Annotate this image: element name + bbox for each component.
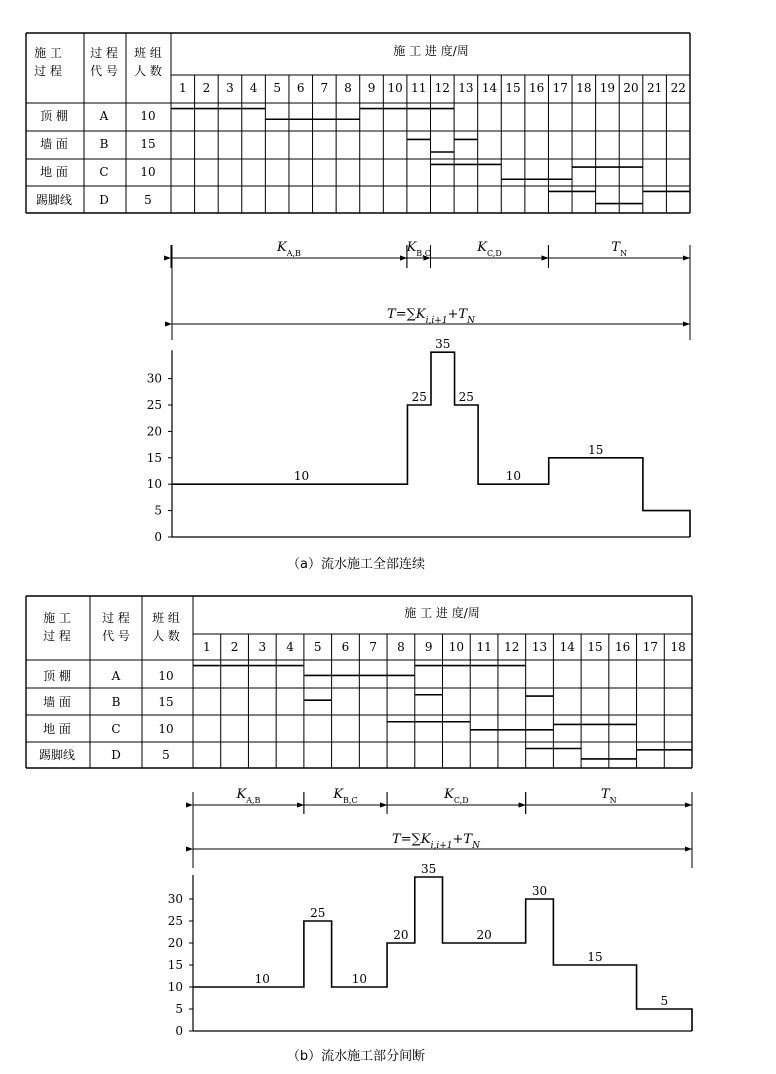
week-number: 2 bbox=[230, 640, 239, 654]
data-label: 20 bbox=[476, 928, 492, 942]
y-tick-label: 0 bbox=[154, 530, 162, 544]
formula-a: $T=\sum K_{i,i+1}+T_N$ bbox=[387, 307, 475, 326]
week-number: 5 bbox=[273, 81, 281, 95]
interval-label-1: $K_{B,C}$ bbox=[333, 787, 358, 805]
y-tick-label: 30 bbox=[146, 371, 162, 386]
y-tick-label: 15 bbox=[146, 450, 162, 465]
week-number: 18 bbox=[670, 640, 686, 654]
header-crew-b-line2: 人 数 bbox=[152, 629, 180, 643]
process-b-0-code: A bbox=[111, 669, 121, 683]
header-process-b-line1: 施 工 bbox=[43, 611, 71, 625]
week-number: 4 bbox=[249, 81, 258, 95]
process-b-3-code: D bbox=[111, 748, 121, 762]
process-b-1-name: 墙 面 bbox=[43, 695, 71, 709]
week-number: 4 bbox=[286, 640, 294, 654]
week-number: 15 bbox=[587, 640, 603, 654]
header-code-a-line2: 代 号 bbox=[90, 64, 118, 78]
week-number: 5 bbox=[313, 640, 322, 654]
process-b-1-crew: 15 bbox=[158, 695, 174, 709]
week-number: 14 bbox=[559, 640, 575, 654]
process-b-1-code: B bbox=[111, 695, 121, 709]
process-b-0-name: 顶 棚 bbox=[43, 669, 71, 683]
data-label: 25 bbox=[458, 390, 474, 404]
header-crew-a-line2: 人 数 bbox=[134, 64, 162, 78]
header-crew-b-line1: 班 组 bbox=[152, 611, 180, 625]
data-label: 5 bbox=[660, 994, 669, 1008]
week-number: 6 bbox=[296, 81, 305, 95]
data-label: 15 bbox=[588, 442, 604, 457]
week-number: 10 bbox=[387, 81, 403, 95]
interval-annotations-a bbox=[171, 240, 690, 268]
week-number: 6 bbox=[341, 640, 350, 654]
data-label: 20 bbox=[393, 928, 409, 942]
data-label: 35 bbox=[435, 337, 451, 352]
data-label: 30 bbox=[531, 884, 548, 898]
process-a-1-crew: 15 bbox=[140, 137, 156, 151]
y-tick-label: 20 bbox=[146, 424, 162, 439]
data-label: 35 bbox=[420, 862, 437, 876]
interval-label-0: $K_{A,B}$ bbox=[276, 240, 301, 258]
labor-chart-a bbox=[147, 337, 690, 544]
week-number: 3 bbox=[226, 81, 234, 95]
interval-label-3: $T_N$ bbox=[611, 240, 628, 258]
process-a-3-crew: 5 bbox=[144, 193, 152, 207]
caption-a: （a）流水施工全部连续 bbox=[287, 557, 425, 572]
process-a-1-code: B bbox=[99, 137, 109, 151]
labor-step-line bbox=[193, 877, 692, 1031]
data-label: 10 bbox=[293, 469, 310, 484]
y-tick-label: 20 bbox=[167, 936, 183, 950]
formula-b: $T=\sum K_{i,i+1}+T_N$ bbox=[392, 832, 480, 851]
header-progress-a: 施 工 进 度/周 bbox=[393, 44, 469, 58]
process-a-2-name: 地 面 bbox=[40, 165, 68, 179]
header-progress-b: 施 工 进 度/周 bbox=[404, 606, 480, 620]
labor-chart-b bbox=[168, 862, 692, 1038]
week-number: 9 bbox=[367, 81, 376, 95]
schedule-table-b bbox=[26, 596, 692, 768]
week-number: 17 bbox=[642, 640, 659, 654]
process-a-0-code: A bbox=[99, 109, 109, 123]
interval-label-0: $K_{A,B}$ bbox=[236, 787, 261, 805]
labor-step-line bbox=[172, 352, 690, 537]
week-number: 8 bbox=[397, 640, 405, 654]
week-number: 17 bbox=[552, 81, 568, 95]
week-number: 7 bbox=[320, 81, 329, 95]
process-a-2-code: C bbox=[99, 165, 109, 179]
data-label: 25 bbox=[411, 390, 427, 404]
header-process-a-line1: 施 工 bbox=[34, 46, 62, 60]
week-number: 18 bbox=[576, 81, 592, 95]
week-number: 11 bbox=[476, 640, 492, 654]
week-number: 14 bbox=[481, 81, 498, 95]
y-tick-label: 5 bbox=[175, 1002, 183, 1016]
interval-annotations-b bbox=[193, 787, 692, 814]
week-number: 8 bbox=[344, 81, 352, 95]
panel-b bbox=[26, 596, 692, 1064]
week-number: 16 bbox=[615, 640, 631, 654]
week-number: 1 bbox=[203, 640, 211, 654]
data-label: 25 bbox=[310, 906, 326, 920]
process-b-2-crew: 10 bbox=[158, 722, 174, 736]
process-b-2-code: C bbox=[111, 722, 121, 736]
header-code-b-line2: 代 号 bbox=[102, 629, 130, 643]
y-tick-label: 5 bbox=[154, 503, 162, 518]
caption-b: （b）流水施工部分间断 bbox=[286, 1049, 426, 1064]
week-number: 13 bbox=[531, 640, 548, 654]
data-label: 10 bbox=[351, 972, 367, 986]
week-number: 2 bbox=[202, 81, 211, 95]
week-number: 7 bbox=[369, 640, 378, 654]
week-number: 15 bbox=[505, 81, 521, 95]
week-number: 11 bbox=[411, 81, 427, 95]
y-tick-label: 25 bbox=[146, 398, 162, 412]
header-code-b-line1: 过 程 bbox=[102, 611, 130, 625]
y-tick-label: 10 bbox=[167, 980, 183, 994]
week-number: 22 bbox=[670, 81, 686, 95]
process-a-0-name: 顶 棚 bbox=[40, 109, 68, 123]
week-number: 10 bbox=[448, 640, 465, 654]
header-crew-a-line1: 班 组 bbox=[134, 46, 162, 60]
interval-label-2: $K_{C,D}$ bbox=[444, 787, 469, 805]
process-b-2-name: 地 面 bbox=[43, 722, 71, 736]
interval-label-1: $K_{B,C}$ bbox=[406, 240, 431, 258]
week-number: 12 bbox=[434, 81, 450, 95]
data-label: 10 bbox=[254, 972, 270, 986]
week-number: 1 bbox=[178, 81, 187, 95]
total-duration-b bbox=[193, 792, 692, 868]
week-number: 21 bbox=[646, 81, 663, 95]
process-b-0-crew: 10 bbox=[158, 669, 174, 683]
week-number: 16 bbox=[529, 81, 545, 95]
y-tick-label: 15 bbox=[167, 958, 183, 972]
y-tick-label: 0 bbox=[175, 1024, 183, 1038]
header-process-a-line2: 过 程 bbox=[34, 64, 62, 78]
data-label: 10 bbox=[505, 469, 522, 484]
process-a-2-crew: 10 bbox=[140, 165, 156, 179]
week-number: 13 bbox=[458, 81, 474, 95]
week-number: 9 bbox=[424, 640, 433, 654]
week-number: 3 bbox=[258, 640, 267, 654]
y-tick-label: 10 bbox=[146, 477, 162, 492]
panel-a bbox=[26, 33, 690, 572]
data-label: 15 bbox=[587, 950, 603, 964]
interval-label-2: $K_{C,D}$ bbox=[477, 240, 502, 258]
y-tick-label: 30 bbox=[167, 892, 183, 906]
header-code-a-line1: 过 程 bbox=[90, 46, 118, 60]
process-a-3-code: D bbox=[99, 193, 109, 207]
week-number: 20 bbox=[623, 81, 639, 95]
week-number: 19 bbox=[599, 81, 616, 95]
week-number: 12 bbox=[504, 640, 520, 654]
process-b-3-crew: 5 bbox=[162, 748, 170, 762]
process-a-1-name: 墙 面 bbox=[40, 137, 68, 151]
header-process-b-line2: 过 程 bbox=[43, 629, 71, 643]
y-tick-label: 25 bbox=[167, 914, 183, 928]
schedule-table-a bbox=[26, 33, 690, 213]
process-a-3-name: 踢脚线 bbox=[35, 193, 73, 207]
interval-label-3: $T_N$ bbox=[600, 787, 617, 805]
process-b-3-name: 踢脚线 bbox=[38, 748, 76, 762]
process-a-0-crew: 10 bbox=[140, 109, 156, 123]
